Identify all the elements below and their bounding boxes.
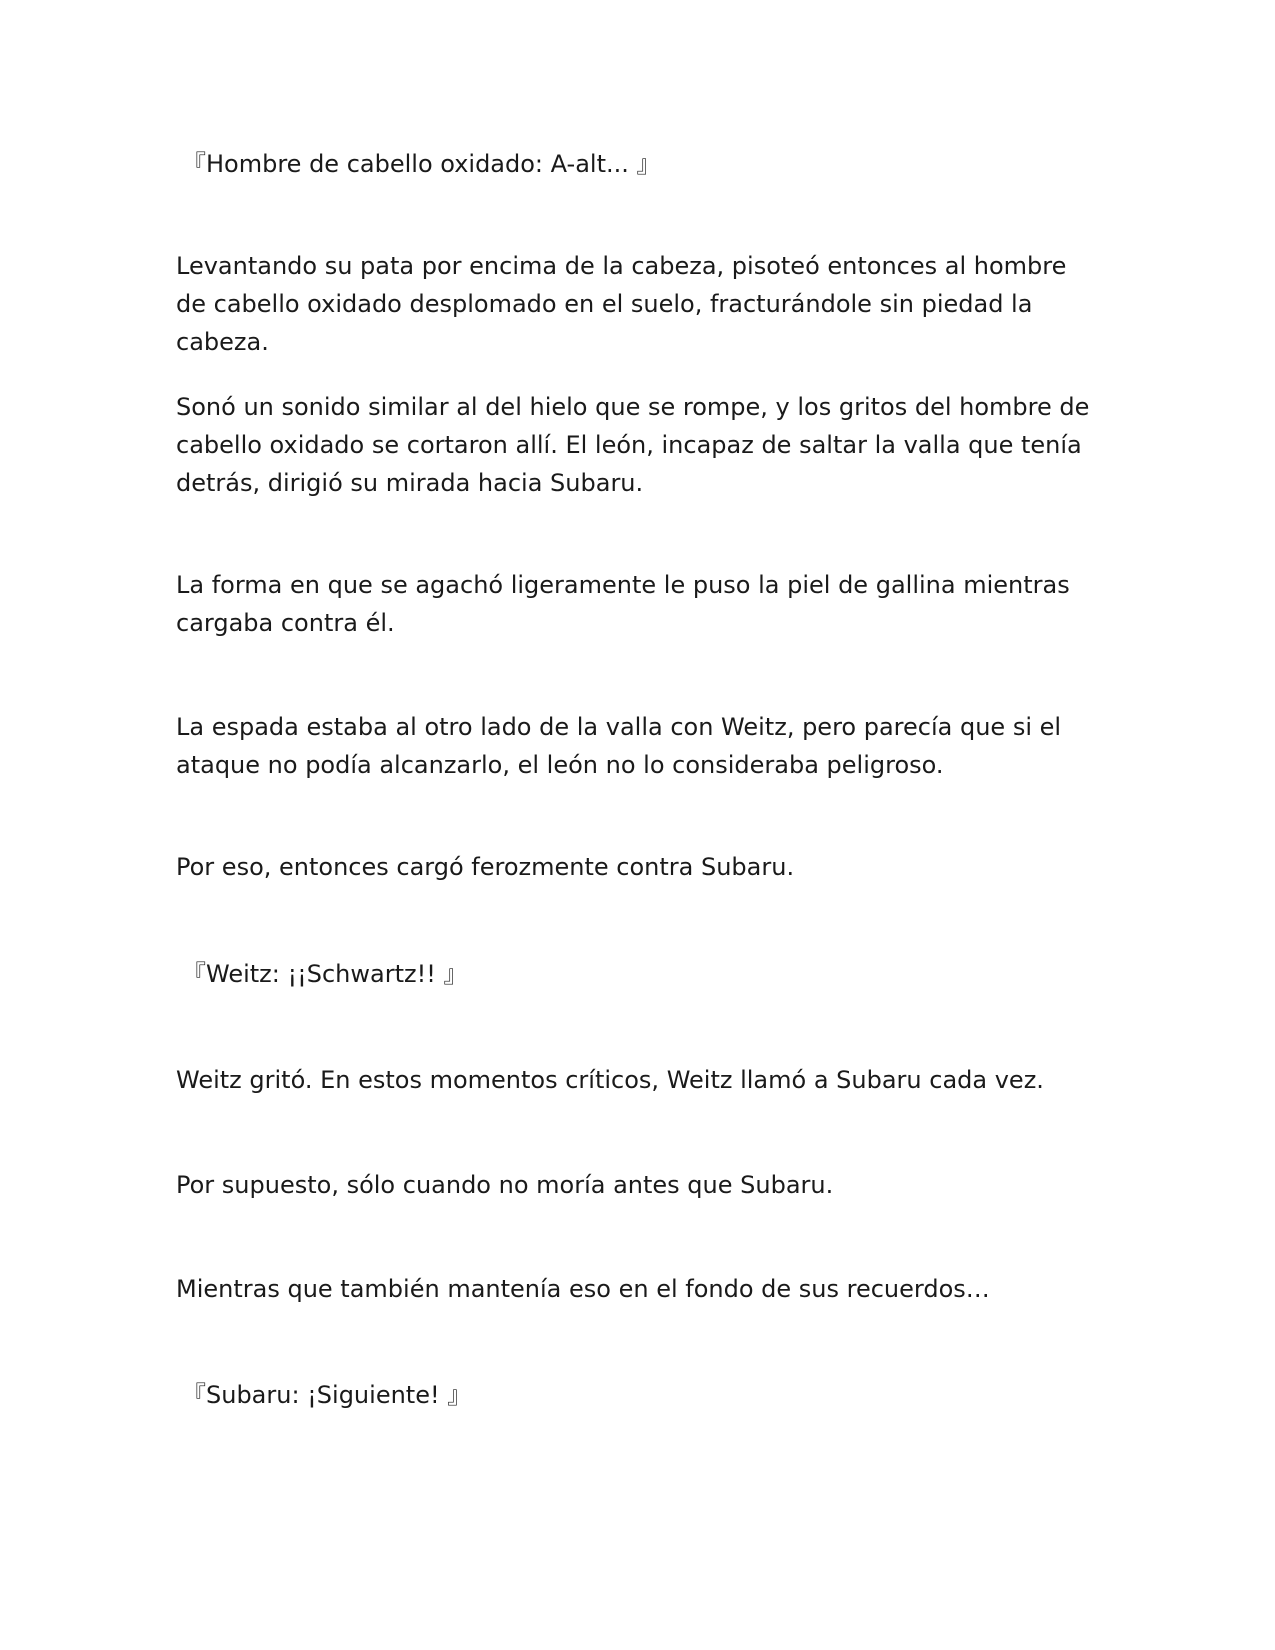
narration-paragraph: Por supuesto, sólo cuando no moría antes que Subaru. <box>176 1171 834 1199</box>
narration-paragraph: Sonó un sonido similar al del hielo que se rompe, y los gritos del hombre de cabello oxidado se cortaron allí. El león, incapaz de saltar la valla que tenía detrás, dirigió su mirada hacia Subaru. <box>176 393 1090 497</box>
narration-paragraph: Mientras que también mantenía eso en el fondo de sus recuerdos… <box>176 1275 990 1303</box>
narration-paragraph: Levantando su pata por encima de la cabeza, pisoteó entonces al hombre de cabello oxidado desplomado en el suelo, fracturándole sin piedad la cabeza. <box>176 252 1067 356</box>
dialogue-line: 『Subaru: ¡Siguiente! 』 <box>182 1381 472 1409</box>
dialogue-line: 『Hombre de cabello oxidado: A-alt... 』 <box>182 150 661 178</box>
narration-paragraph: Por eso, entonces cargó ferozmente contra Subaru. <box>176 853 795 881</box>
dialogue-line: 『Weitz: ¡¡Schwartz!! 』 <box>182 960 468 988</box>
narration-paragraph: La espada estaba al otro lado de la valla con Weitz, pero parecía que si el ataque no podía alcanzarlo, el león no lo consideraba peligroso. <box>176 713 1062 779</box>
narration-paragraph: Weitz gritó. En estos momentos críticos, Weitz llamó a Subaru cada vez. <box>176 1066 1044 1094</box>
narration-paragraph: La forma en que se agachó ligeramente le puso la piel de gallina mientras cargaba contra él. <box>176 571 1070 637</box>
